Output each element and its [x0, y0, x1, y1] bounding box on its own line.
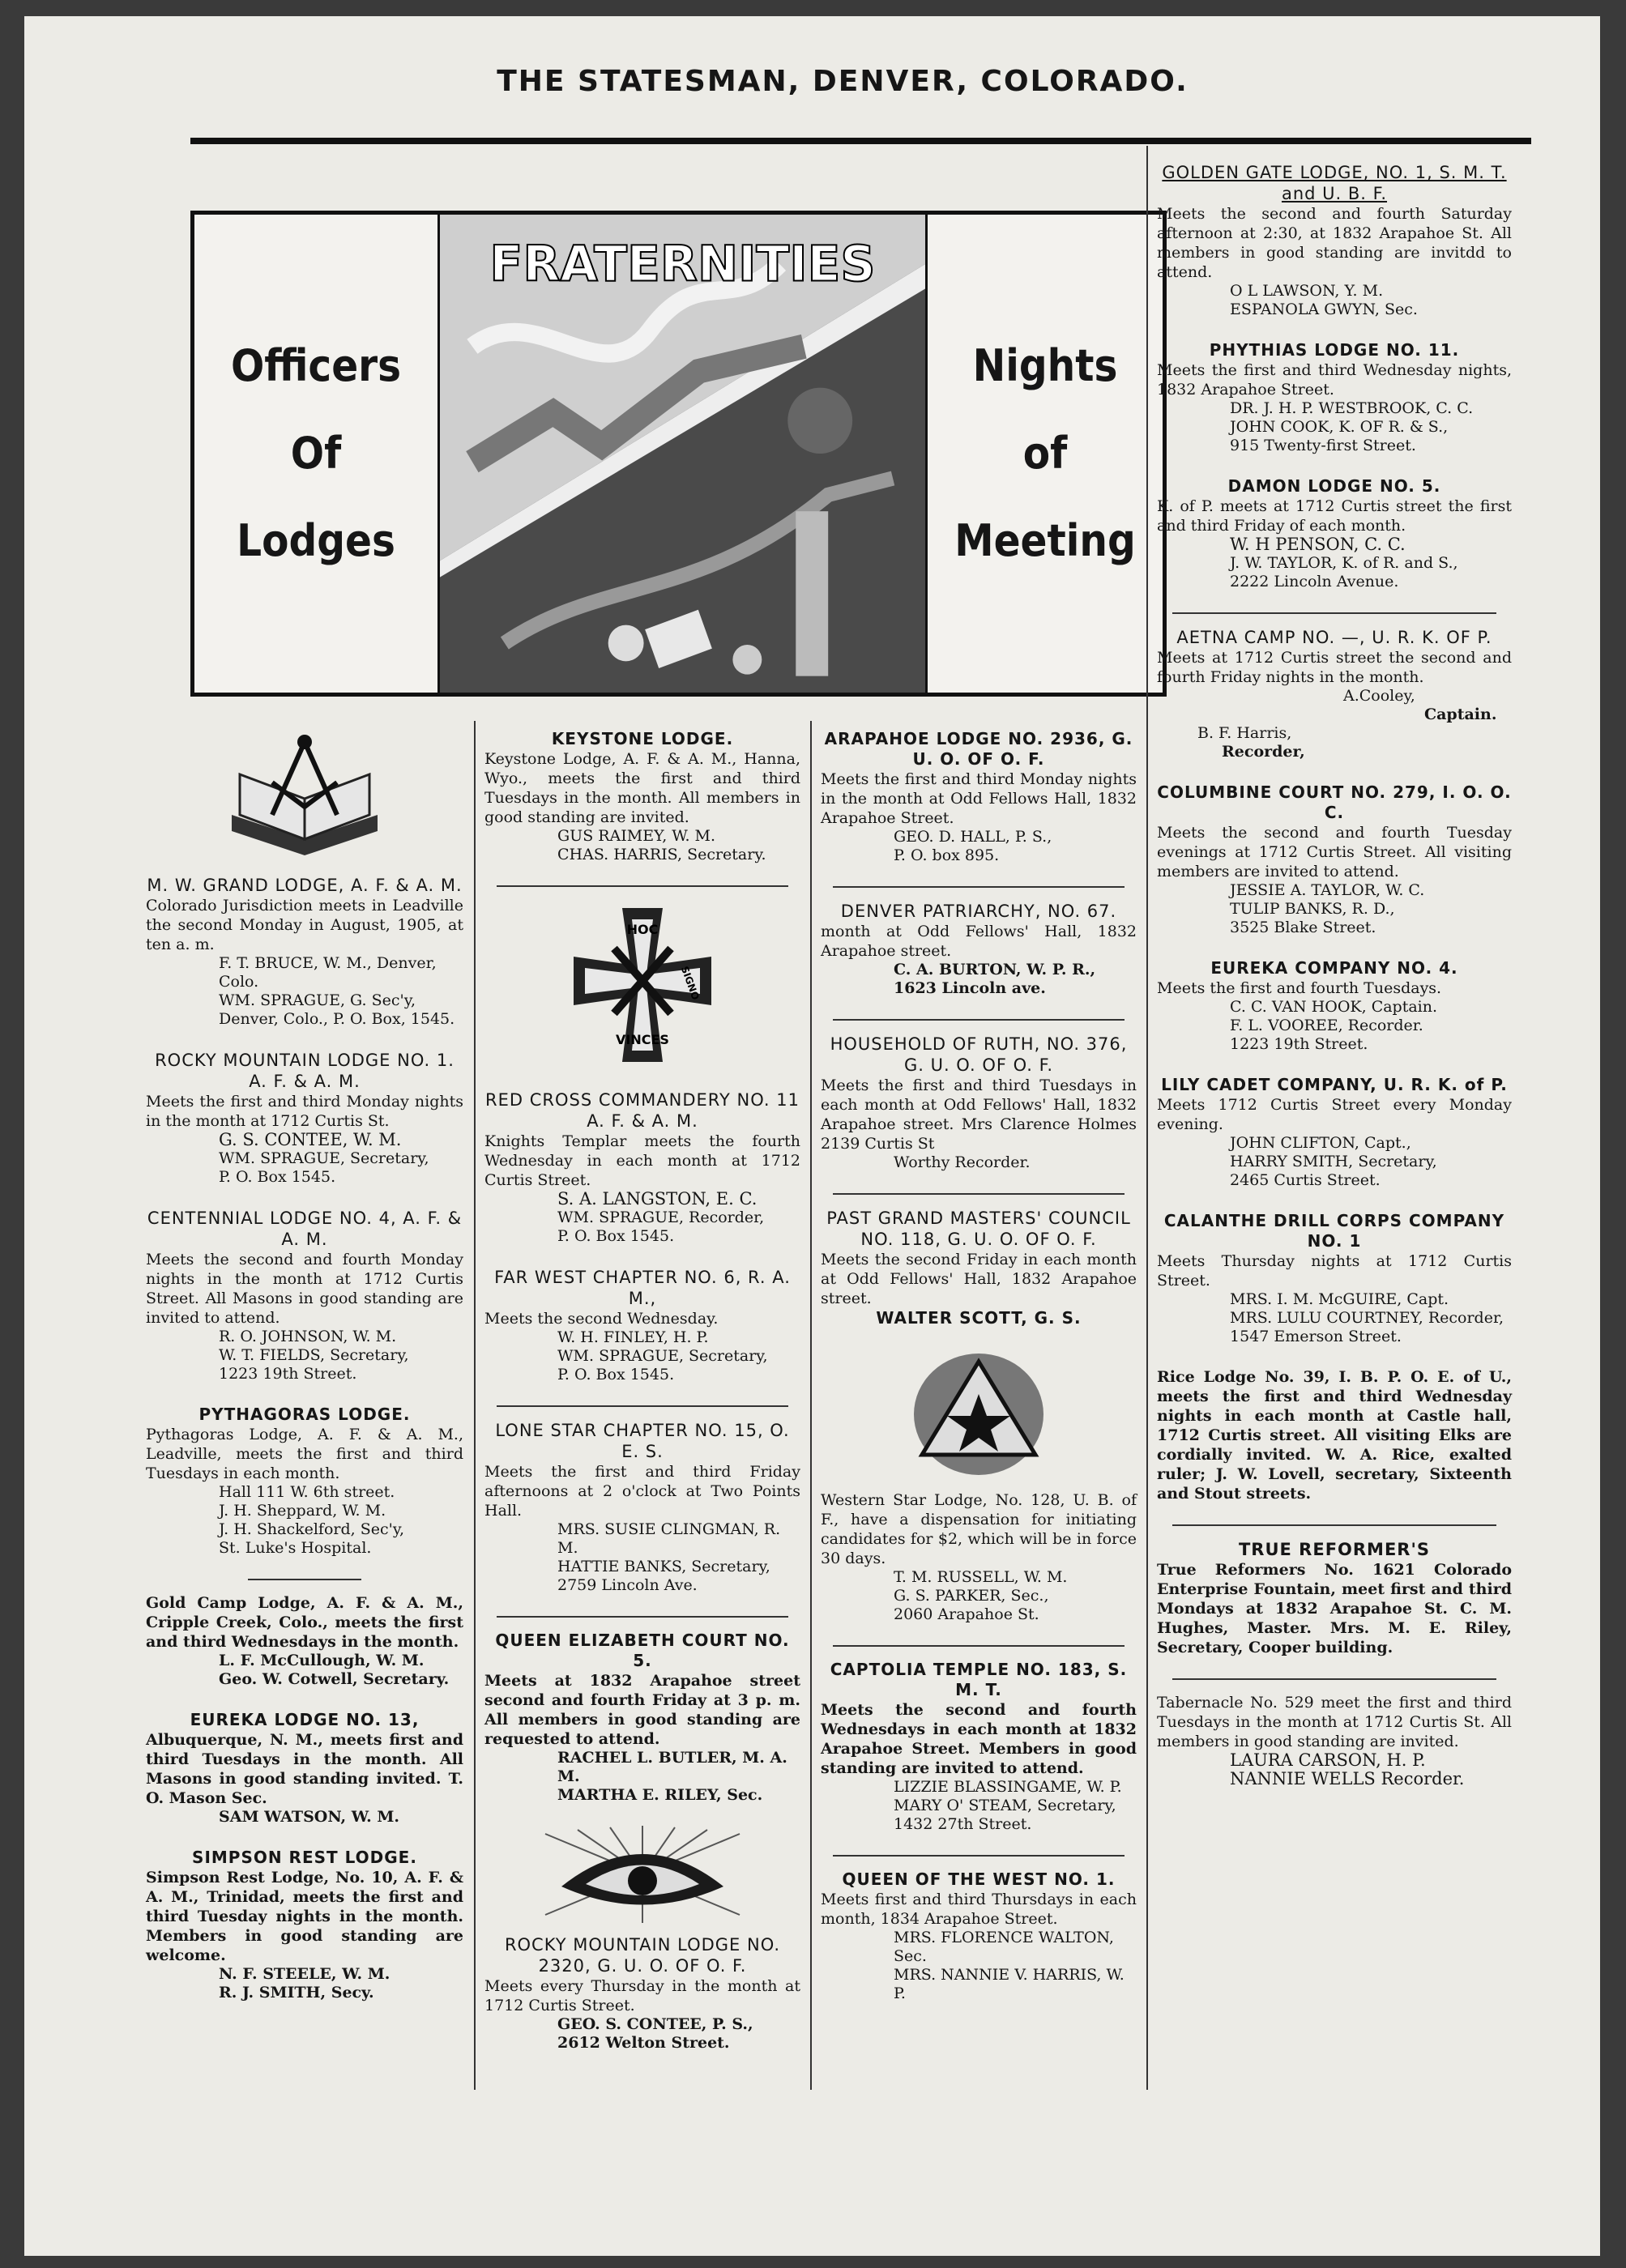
entry-name: DR. J. H. P. WESTBROOK, C. C.	[1230, 399, 1474, 417]
separator	[833, 1855, 1125, 1857]
entry-name: 3525 Blake Street.	[1230, 919, 1376, 936]
banner-left-line: Officers	[230, 340, 402, 391]
entry-name: T. M. RUSSELL, W. M.	[894, 1568, 1068, 1586]
entry-name: TULIP BANKS, R. D.,	[1230, 900, 1395, 918]
entry-body: Western Star Lodge, No. 128, U. B. of F., have a dispensation for initiating candidates for $2, which will be in force 30 days.	[821, 1491, 1137, 1567]
separator	[497, 885, 788, 887]
entry-body: Meets the first and third Tuesdays in each month at Odd Fellows' Hall, 1832 Arapahoe street. Mrs Clarence Holmes 2139 Curtis St	[821, 1076, 1137, 1153]
banner-center-title: FRATERNITIES	[489, 235, 876, 293]
all-seeing-eye-emblem	[484, 1826, 800, 1923]
entry-name: GEO. S. CONTEE, P. S.,	[557, 2015, 753, 2033]
star-icon	[910, 1349, 1048, 1479]
entry-title: QUEEN OF THE WEST NO. 1.	[842, 1869, 1116, 1889]
fraternities-banner	[190, 211, 1167, 697]
entry-name: WM. SPRAGUE, Secretary,	[557, 1347, 768, 1365]
entry-body: Meets the first and third Monday nights in the month at Odd Fellows Hall, 1832 Arapahoe Street.	[821, 770, 1137, 827]
entry-name: GUS RAIMEY, W. M.	[557, 827, 716, 845]
entry-body: Meets at 1832 Arapahoe street second and fourth Friday at 3 p. m. All members in good standing are requested to attend.	[484, 1672, 800, 1748]
entry-name: WM. SPRAGUE, Secretary,	[219, 1149, 429, 1167]
entry-name: WALTER SCOTT, G. S.	[876, 1308, 1082, 1328]
entry-title: ROCKY MOUNTAIN LODGE NO. 2320, G. U. O. OF O. F.	[504, 1935, 781, 1976]
entry-name: HATTIE BANKS, Secretary,	[557, 1558, 770, 1575]
entry-name: W. H PENSON, C. C.	[1230, 535, 1406, 554]
entry-body: month at Odd Fellows' Hall, 1832 Arapahoe street.	[821, 923, 1137, 960]
entry-name: J. H. Shackelford, Sec'y,	[219, 1520, 405, 1538]
entry-body: Meets Thursday nights at 1712 Curtis Street.	[1157, 1252, 1512, 1290]
entry-title: PYTHAGORAS LODGE.	[198, 1405, 411, 1424]
entry-title: CALANTHE DRILL CORPS COMPANY NO. 1	[1163, 1211, 1505, 1251]
entry-name: ESPANOLA GWYN, Sec.	[1230, 301, 1418, 318]
entry-name: W. T. FIELDS, Secretary,	[219, 1346, 409, 1364]
entry-name: J. H. Sheppard, W. M.	[219, 1502, 386, 1520]
banner-right-panel	[925, 215, 1163, 693]
entry-name: B. F. Harris,	[1197, 724, 1292, 742]
entry-title: LILY CADET COMPANY, U. R. K. of P.	[1161, 1075, 1508, 1094]
entry-body: Colorado Jurisdiction meets in Leadville the second Monday in August, 1905, at ten a. m.	[146, 897, 463, 953]
top-rule	[190, 138, 1531, 144]
separator	[1172, 1678, 1496, 1680]
bible-compass-icon	[216, 726, 394, 863]
column-4	[1157, 162, 1512, 1810]
entry-name: 2465 Curtis Street.	[1230, 1171, 1381, 1189]
entry-body: Knights Templar meets the fourth Wednesday in each month at 1712 Curtis Street.	[484, 1132, 800, 1189]
entry-title: TRUE REFORMER'S	[1238, 1540, 1431, 1559]
entry-name: MARY O' STEAM, Secretary,	[894, 1797, 1116, 1814]
entry-name: A.Cooley,	[1343, 687, 1415, 705]
entry-name: RACHEL L. BUTLER, M. A. M.	[557, 1749, 787, 1785]
entry-name: Worthy Recorder.	[894, 1153, 1031, 1171]
entry-body: Meets first and third Thursdays in each month, 1834 Arapahoe Street.	[821, 1891, 1137, 1928]
entry-name: GEO. D. HALL, P. S.,	[894, 828, 1052, 846]
entry-title: DENVER PATRIARCHY, NO. 67.	[840, 902, 1117, 921]
entry-name: LAURA CARSON, H. P.	[1230, 1750, 1426, 1770]
entry-name: 2612 Welton Street.	[557, 2034, 730, 2052]
entry-body: Meets the first and third Monday nights in the month at 1712 Curtis St.	[146, 1093, 463, 1130]
entry-body: Tabernacle No. 529 meet the first and third Tuesdays in the month at 1712 Curtis St. All members in good standing are invited.	[1157, 1694, 1512, 1750]
separator	[497, 1616, 788, 1618]
entry-name: WM. SPRAGUE, G. Sec'y, Denver, Colo., P. O. Box, 1545.	[219, 991, 455, 1028]
column-rule	[1146, 146, 1148, 2090]
masonic-bible-emblem	[146, 726, 463, 863]
entry-name: W. H. FINLEY, H. P.	[557, 1328, 709, 1346]
entry-name: MRS. FLORENCE WALTON, Sec.	[894, 1929, 1114, 1965]
entry-name: F. L. VOOREE, Recorder.	[1230, 1017, 1423, 1034]
entry-name: MRS. LULU COURTNEY, Recorder,	[1230, 1309, 1504, 1327]
entry-name: 1432 27th Street.	[894, 1815, 1032, 1833]
entry-name: SAM WATSON, W. M.	[219, 1808, 399, 1826]
column-rule	[810, 721, 812, 2090]
banner-right-line: of	[1022, 428, 1068, 479]
column-1	[146, 721, 463, 2023]
banner-illustration	[440, 215, 925, 693]
entry-name: R. O. JOHNSON, W. M.	[219, 1328, 397, 1345]
entry-name: N. F. STEELE, W. M.	[219, 1965, 390, 1983]
separator	[833, 1645, 1125, 1647]
entry-body: Rice Lodge No. 39, I. B. P. O. E. of U., meets the first and third Wednesday nights in each month at Castle hall, 1712 Curtis street. All visiting Elks are cordially invited. W. A. Rice, exalted ruler; J. W. Lovell, secretary, Sixteenth and Stout streets.	[1157, 1368, 1512, 1503]
entry-body: Gold Camp Lodge, A. F. & A. M., Cripple Creek, Colo., meets the first and third Wednesdays in the month.	[146, 1594, 463, 1651]
entry-body: Pythagoras Lodge, A. F. & A. M., Leadville, meets the first and third Tuesdays in each month.	[146, 1426, 463, 1482]
entry-name: C. A. BURTON, W. P. R.,	[894, 961, 1096, 978]
entry-name: MARTHA E. RILEY, Sec.	[557, 1786, 763, 1804]
masthead: THE STATESMAN, DENVER, COLORADO.	[497, 65, 1189, 98]
cross-icon	[565, 900, 719, 1078]
banner-right-line: Meeting	[954, 515, 1136, 566]
separator	[1172, 1524, 1496, 1526]
entry-title: RED CROSS COMMANDERY NO. 11 A. F. & A. M.	[485, 1090, 800, 1131]
entry-title: COLUMBINE COURT NO. 279, I. O. O. C.	[1157, 782, 1512, 822]
entry-title: HOUSEHOLD OF RUTH, NO. 376, G. U. O. OF O. F.	[830, 1034, 1128, 1075]
entry-name: 1223 19th Street.	[1230, 1035, 1368, 1053]
entry-title: QUEEN ELIZABETH COURT NO. 5.	[495, 1631, 790, 1670]
entry-body: Meets every Thursday in the month at 1712 Curtis Street.	[484, 1977, 800, 2014]
entry-name: 2060 Arapahoe St.	[894, 1605, 1039, 1623]
entry-body: K. of P. meets at 1712 Curtis street the first and third Friday of each month.	[1157, 497, 1512, 535]
entry-name: J. W. TAYLOR, K. of R. and S.,	[1230, 554, 1458, 572]
entry-name: P. O. Box 1545.	[219, 1168, 336, 1186]
entry-title: KEYSTONE LODGE.	[551, 729, 734, 748]
entry-title: AETNA CAMP NO. —, U. R. K. OF P.	[1176, 628, 1492, 647]
separator	[497, 1405, 788, 1407]
entry-body: Meets 1712 Curtis Street every Monday evening.	[1157, 1096, 1512, 1133]
entry-name: WM. SPRAGUE, Recorder,	[557, 1209, 765, 1226]
entry-name: CHAS. HARRIS, Secretary.	[557, 846, 766, 863]
entry-title: ARAPAHOE LODGE NO. 2936, G. U. O. OF O. F.	[824, 729, 1133, 769]
column-rule	[474, 721, 476, 2090]
entry-name: St. Luke's Hospital.	[219, 1539, 372, 1557]
entry-title: FAR WEST CHAPTER NO. 6, R. A. M.,	[494, 1268, 791, 1308]
entry-title: CENTENNIAL LODGE NO. 4, A. F. & A. M.	[147, 1209, 463, 1249]
entry-title: ROCKY MOUNTAIN LODGE NO. 1. A. F. & A. M.	[155, 1051, 455, 1091]
entry-name: 2222 Lincoln Avenue.	[1230, 573, 1399, 590]
entry-name: MRS. SUSIE CLINGMAN, R. M.	[557, 1520, 781, 1557]
star-lodge-emblem	[821, 1349, 1137, 1479]
entry-body: Meets the second and fourth Monday nights in the month at 1712 Curtis Street. All Masons in good standing are invited to attend.	[146, 1251, 463, 1327]
entry-body: Meets the second and fourth Tuesday evenings at 1712 Curtis Street. All visiting members are invited to attend.	[1157, 824, 1512, 880]
entry-body: Meets the second and fourth Saturday afternoon at 2:30, at 1832 Arapahoe St. All members in good standing are invitdd to attend.	[1157, 205, 1512, 281]
entry-body: True Reformers No. 1621 Colorado Enterprise Fountain, meet first and third Mondays at 1832 Arapahoe St. C. M. Hughes, Master. Mrs. M. E. Riley, Secretary, Cooper building.	[1157, 1561, 1512, 1656]
entry-name: P. O. box 895.	[894, 846, 1000, 864]
cross-motto-top: HOC	[626, 922, 659, 937]
entry-name: Geo. W. Cotwell, Secretary.	[219, 1670, 450, 1688]
entry-name: F. T. BRUCE, W. M., Denver, Colo.	[219, 954, 437, 991]
entry-title: M. W. GRAND LODGE, A. F. & A. M.	[147, 876, 463, 895]
entry-body: Simpson Rest Lodge, No. 10, A. F. & A. M., Trinidad, meets the first and third Tuesday nights in the month. Members in good standing are welcome.	[146, 1869, 463, 1964]
entry-body: Meets the first and third Friday afternoons at 2 o'clock at Two Points Hall.	[484, 1463, 800, 1520]
entry-name: Recorder,	[1222, 743, 1305, 761]
entry-name: 915 Twenty-first Street.	[1230, 437, 1416, 454]
entry-body: Meets the first and fourth Tuesdays.	[1157, 979, 1442, 997]
separator	[833, 886, 1125, 888]
entry-title: EUREKA LODGE NO. 13,	[190, 1710, 420, 1729]
banner-left-line: Of	[290, 428, 342, 479]
entry-name: NANNIE WELLS Recorder.	[1230, 1769, 1465, 1788]
entry-name: HARRY SMITH, Secretary,	[1230, 1153, 1437, 1170]
entry-name: O L LAWSON, Y. M.	[1230, 282, 1384, 300]
entry-body: Albuquerque, N. M., meets first and third Tuesdays in the month. All Masons in good standing invited. T. O. Mason Sec.	[146, 1731, 463, 1807]
entry-title: PHYTHIAS LODGE NO. 11.	[1209, 340, 1460, 360]
entry-name: Hall 111 W. 6th street.	[219, 1483, 395, 1501]
entry-name: P. O. Box 1545.	[557, 1366, 675, 1383]
entry-name: JOHN CLIFTON, Capt.,	[1230, 1134, 1411, 1152]
column-3	[821, 729, 1137, 2024]
entry-body: Meets the second Wednesday.	[484, 1310, 719, 1328]
entry-body: Meets the first and third Wednesday nights, 1832 Arapahoe Street.	[1157, 361, 1512, 399]
entry-body: Meets the second and fourth Wednesdays in each month at 1832 Arapahoe Street. Members in good standing are invited to attend.	[821, 1701, 1137, 1777]
entry-name: MRS. NANNIE V. HARRIS, W. P.	[894, 1966, 1125, 2002]
entry-name: JOHN COOK, K. OF R. & S.,	[1230, 418, 1449, 436]
separator	[1172, 612, 1496, 614]
entry-title: CAPTOLIA TEMPLE NO. 183, S. M. T.	[830, 1660, 1128, 1699]
entry-body: Meets the second Friday in each month at Odd Fellows' Hall, 1832 Arapahoe street.	[821, 1251, 1137, 1307]
banner-right-line: Nights	[972, 340, 1118, 391]
entry-name: R. J. SMITH, Secy.	[219, 1984, 374, 2002]
entry-body: Meets at 1712 Curtis street the second and fourth Friday nights in the month.	[1157, 649, 1512, 686]
eye-icon	[529, 1826, 756, 1923]
entry-title: GOLDEN GATE LODGE, NO. 1, S. M. T. and U. B. F.	[1162, 163, 1507, 203]
entry-name: L. F. McCullough, W. M.	[219, 1652, 425, 1669]
entry-title: PAST GRAND MASTERS' COUNCIL NO. 118, G. U. O. OF O. F.	[826, 1209, 1131, 1249]
templar-cross-emblem	[484, 900, 800, 1078]
entry-name: G. S. CONTEE, W. M.	[219, 1130, 402, 1149]
cross-motto-bottom: VINCES	[616, 1032, 669, 1047]
separator	[248, 1579, 361, 1580]
entry-name: 1223 19th Street.	[219, 1365, 357, 1383]
entry-name: G. S. PARKER, Sec.,	[894, 1587, 1049, 1605]
entry-name: 2759 Lincoln Ave.	[557, 1576, 698, 1594]
entry-name: 1623 Lincoln ave.	[894, 979, 1046, 997]
banner-left-line: Lodges	[237, 515, 395, 566]
cross-motto-side: SIGNO	[678, 964, 702, 1002]
entry-name: LIZZIE BLASSINGAME, W. P.	[894, 1778, 1122, 1796]
newspaper-page	[24, 16, 1600, 2256]
column-2	[484, 729, 800, 2074]
entry-body: Keystone Lodge, A. F. & A. M., Hanna, Wyo., meets the first and third Tuesdays in the month. All members in good standing are invited.	[484, 750, 800, 826]
entry-title: LONE STAR CHAPTER NO. 15, O. E. S.	[495, 1421, 790, 1461]
entry-title: SIMPSON REST LODGE.	[192, 1848, 417, 1867]
entry-name: MRS. I. M. McGUIRE, Capt.	[1230, 1290, 1449, 1308]
entry-title: DAMON LODGE NO. 5.	[1227, 476, 1441, 496]
banner-left-panel	[194, 215, 440, 693]
entry-title: EUREKA COMPANY NO. 4.	[1210, 958, 1458, 978]
entry-name: JESSIE A. TAYLOR, W. C.	[1230, 881, 1425, 899]
separator	[833, 1193, 1125, 1195]
entry-name: P. O. Box 1545.	[557, 1227, 675, 1245]
entry-name: C. C. VAN HOOK, Captain.	[1230, 998, 1438, 1016]
separator	[833, 1019, 1125, 1021]
entry-name: 1547 Emerson Street.	[1230, 1328, 1402, 1345]
fraternities-illustration	[440, 215, 925, 693]
entry-name: Captain.	[1424, 706, 1497, 723]
entry-name: S. A. LANGSTON, E. C.	[557, 1189, 758, 1209]
